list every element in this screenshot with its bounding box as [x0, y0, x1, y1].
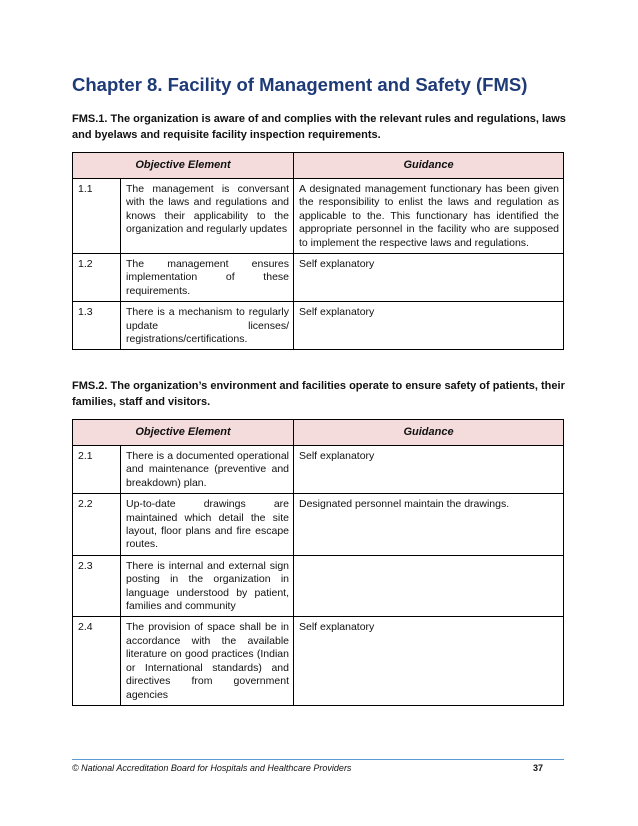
element-id: 2.1	[73, 446, 121, 494]
page-number: 37	[533, 763, 544, 773]
objective-element: The provision of space shall be in accordance with the available literature on good practices (Indian or International standards) and directives from government agencies	[121, 617, 294, 705]
objective-element: The management ensures implementation of these requirements.	[121, 254, 294, 302]
element-id: 1.2	[73, 254, 121, 302]
standard-heading-fms2: FMS.2. The organization’s environment and facilities operate to ensure safety of patients, their families, staff and visitors.	[72, 380, 565, 408]
objective-element: There is a documented operational and maintenance (preventive and breakdown) plan.	[121, 446, 294, 494]
objective-element: There is internal and external sign posting in the organization in language understood by patient, families and community	[121, 555, 294, 617]
fms1-table	[72, 152, 564, 350]
footer-copyright: © National Accreditation Board for Hospitals and Healthcare Providers	[72, 763, 352, 773]
guidance: Self explanatory	[294, 254, 564, 302]
objective-element-header: Objective Element	[73, 420, 294, 446]
fms2-table	[72, 419, 564, 706]
table-row	[73, 494, 564, 556]
guidance: Self explanatory	[294, 302, 564, 350]
element-id: 2.3	[73, 555, 121, 617]
objective-element: Up-to-date drawings are maintained which detail the site layout, floor plans and fire escape routes.	[121, 494, 294, 556]
table-row	[73, 446, 564, 494]
table-row	[73, 254, 564, 302]
guidance-header: Guidance	[294, 420, 564, 446]
element-id: 2.2	[73, 494, 121, 556]
chapter-title: Chapter 8. Facility of Management and Safety (FMS)	[72, 74, 528, 95]
objective-element: The management is conversant with the laws and regulations and knows their applicability to the organization and regularly updates	[121, 179, 294, 254]
objective-element-header: Objective Element	[73, 153, 294, 179]
table-row	[73, 555, 564, 617]
guidance-header: Guidance	[294, 153, 564, 179]
guidance: A designated management functionary has been given the responsibility to enlist the laws and regulation as applicable to the. This functionary has identified the appropriate personnel in the facility who are supposed to implement the respective laws and regulations.	[294, 179, 564, 254]
guidance: Designated personnel maintain the drawings.	[294, 494, 564, 556]
element-id: 1.3	[73, 302, 121, 350]
guidance	[294, 555, 564, 617]
guidance: Self explanatory	[294, 446, 564, 494]
objective-element: There is a mechanism to regularly update licenses/ registrations/certifications.	[121, 302, 294, 350]
table-row	[73, 179, 564, 254]
footer-divider	[72, 759, 564, 760]
table-header-row	[73, 153, 564, 179]
table-row	[73, 617, 564, 705]
table-row	[73, 302, 564, 350]
element-id: 2.4	[73, 617, 121, 705]
standard-heading-fms1: FMS.1. The organization is aware of and complies with the relevant rules and regulations, laws and byelaws and requisite facility inspection requirements.	[72, 113, 566, 141]
element-id: 1.1	[73, 179, 121, 254]
guidance: Self explanatory	[294, 617, 564, 705]
table-header-row	[73, 420, 564, 446]
